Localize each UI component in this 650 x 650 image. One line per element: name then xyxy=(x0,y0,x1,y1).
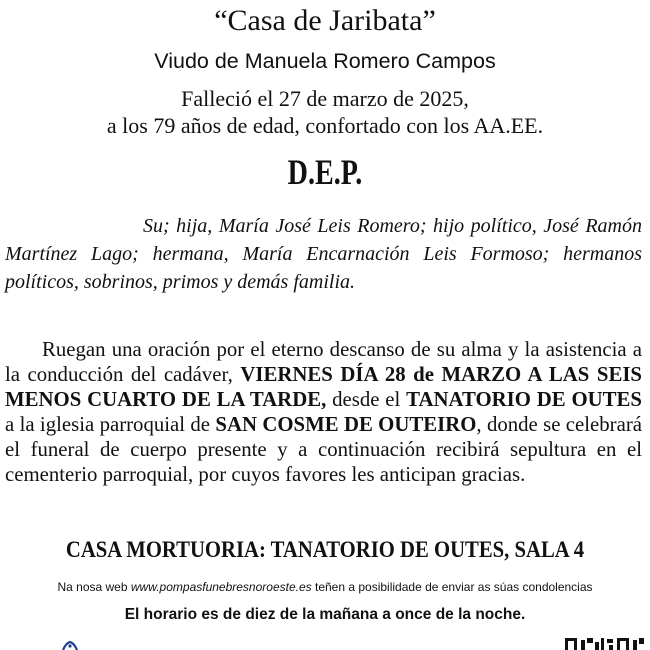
web-prefix: Na nosa web xyxy=(57,580,131,594)
widower-of-line: Viudo de Manuela Romero Campos xyxy=(154,49,496,73)
request-origin: TANATORIO DE OUTES xyxy=(406,388,642,411)
condolences-web-line xyxy=(0,579,650,595)
request-text: a la iglesia parroquial de xyxy=(5,413,216,436)
family-paragraph: Su; hija, María José Leis Romero; hijo político, José Ramón Martínez Lago; hermana, María Encarnación Leis Formoso; hermanos políticos, sobrinos, primos y demás familia. xyxy=(5,215,642,293)
web-suffix: teñen a posibilidade de enviar as súas condolencias xyxy=(311,580,593,594)
request-text: , donde se celebrará el funeral de cuerpo presente y a continuación recibirá sepultura en el cementerio parroquial, por cuyos favores les anticipan gracias. xyxy=(5,413,642,486)
request-text: Ruegan una oración por el eterno descanso de su alma y la asistencia a la conducción del cadáver, xyxy=(5,338,642,386)
qr-code-icon xyxy=(565,636,645,650)
age-line: a los 79 años de edad, confortado con los AA.EE. xyxy=(106,113,544,138)
opening-hours-line: El horario es de diez de la mañana a once de la noche. xyxy=(124,606,526,623)
mortuary-line: CASA MORTUORIA: TANATORIO DE OUTES, SALA 4 xyxy=(65,537,585,562)
funeral-request-paragraph xyxy=(5,337,642,487)
request-church: SAN COSME DE OUTEIRO xyxy=(215,413,477,436)
request-text: desde el xyxy=(326,388,407,411)
logo-icon xyxy=(62,640,78,650)
request-date-time: VIERNES DÍA 28 de MARZO A LAS SEIS MENOS CUARTO DE LA TARDE, xyxy=(5,363,642,411)
death-date-line: Falleció el 27 de marzo de 2025, xyxy=(181,86,469,111)
website-link[interactable]: www.pompasfunebresnoroeste.es xyxy=(130,580,312,594)
dep-heading: D.E.P. xyxy=(287,152,363,192)
house-nickname: “Casa de Jaribata” xyxy=(214,4,436,37)
